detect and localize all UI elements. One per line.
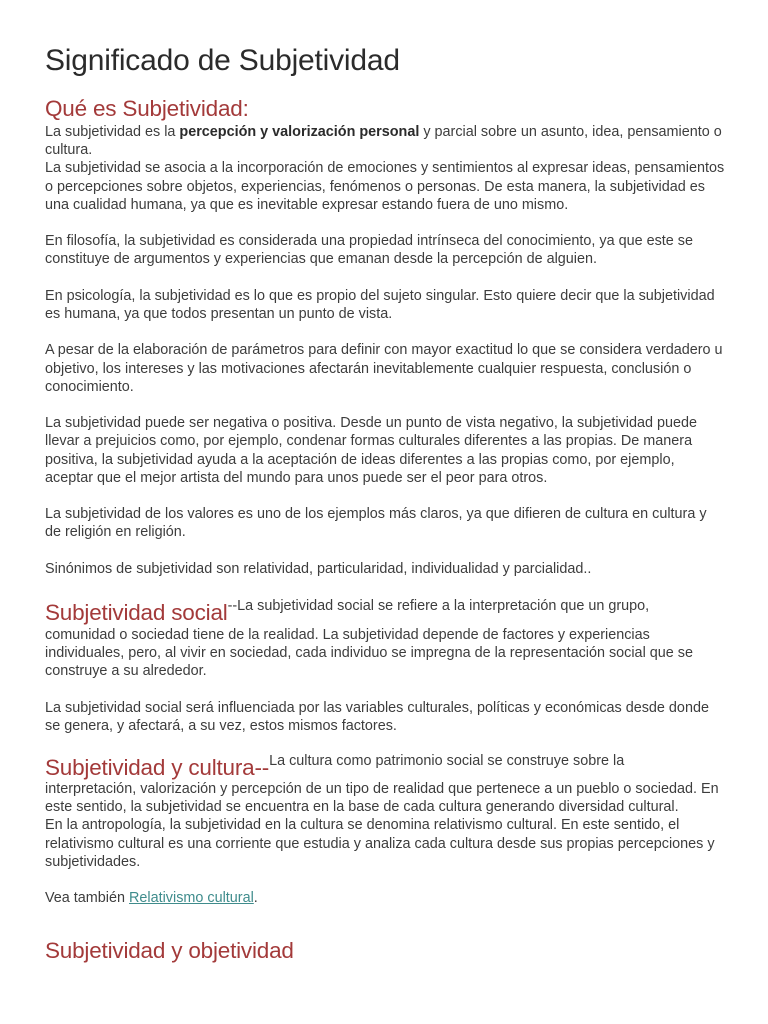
- section-heading: Subjetividad social: [45, 600, 228, 625]
- see-also: [45, 889, 725, 907]
- page-title: Significado de Subjetividad: [45, 44, 400, 77]
- see-also-prefix: Vea también: [45, 890, 130, 907]
- section-heading: Qué es Subjetividad:: [45, 96, 249, 121]
- paragraph-text: La cultura como patrimonio social se construye sobre la: [269, 753, 625, 769]
- paragraph: La subjetividad se asocia a la incorporación de emociones y sentimientos al expresar ideas, pensamientos o percepciones sobre objetos, experiencias, fenómenos o personas. De esta manera, la subjetividad es una cualidad humana, ya que es inevitable expresar estando fuera de uno mismo.: [45, 160, 725, 213]
- section-lead-line: [45, 597, 725, 626]
- paragraph-text: La subjetividad es la: [45, 124, 180, 140]
- section-lead-line: [45, 752, 725, 780]
- section-que-es-subjetividad: [45, 95, 725, 578]
- relativismo-cultural-link[interactable]: Relativismo cultural: [129, 890, 254, 907]
- paragraph: La subjetividad puede ser negativa o positiva. Desde un punto de vista negativo, la subjetividad puede llevar a prejuicios como, por ejemplo, condenar formas culturales diferentes a las propias. De manera positiva, la subjetividad ayuda a la aceptación de ideas diferentes a las propias como, por ejemplo, aceptar que el mejor artista del mundo para unos puede ser el peor para otros.: [45, 415, 698, 486]
- paragraph: comunidad o sociedad tiene de la realidad. La subjetividad depende de factores y experiencias individuales, pero, al vivir en sociedad, cada individuo se impregna de la representación social que se construye a su alrededor.: [45, 627, 693, 680]
- paragraph: La subjetividad de los valores es uno de los ejemplos más claros, ya que difieren de cultura en cultura y de religión en religión.: [45, 506, 707, 541]
- paragraph: La subjetividad social será influenciada por las variables culturales, políticas y económicas desde donde se genera, y afectará, a su vez, estos mismos factores.: [45, 699, 709, 734]
- bold-phrase: percepción y valorización personal: [179, 124, 420, 140]
- paragraph: A pesar de la elaboración de parámetros para definir con mayor exactitud lo que se considera verdadero u objetivo, los intereses y las motivaciones afectarán inevitablemente cualquier respuesta, conclusión o conocimiento.: [45, 342, 723, 395]
- paragraph-text: --La subjetividad social se refiere a la interpretación que un grupo,: [227, 598, 650, 614]
- paragraph: [45, 123, 725, 159]
- section-subjetividad-y-cultura: [45, 752, 725, 907]
- paragraph: En la antropología, la subjetividad en la cultura se denomina relativismo cultural. En este sentido, el relativismo cultural es una corriente que estudia y analiza cada cultura desde sus propias percepciones y subjetividades.: [45, 817, 715, 870]
- paragraph: Sinónimos de subjetividad son relatividad, particularidad, individualidad y parcialidad..: [45, 560, 592, 577]
- section-heading: Subjetividad y cultura--: [45, 755, 270, 780]
- paragraph: interpretación, valorización y percepción de un tipo de realidad que pertenece a un pueblo o sociedad. En este sentido, la subjetividad se encuentra en la base de cada cultura generando diversidad cultural.: [45, 781, 719, 816]
- paragraph: En psicología, la subjetividad es lo que es propio del sujeto singular. Esto quiere decir que la subjetividad es humana, ya que todos presentan un punto de vista.: [45, 287, 715, 322]
- section-subjetividad-social: [45, 597, 725, 735]
- see-also-suffix: .: [253, 890, 258, 907]
- paragraph: En filosofía, la subjetividad es considerada una propiedad intrínseca del conocimiento, ya que este se constituye de argumentos y experiencias que emanan desde la percepción de alguien.: [45, 233, 693, 268]
- section-heading: Subjetividad y objetividad: [45, 938, 294, 963]
- section-subjetividad-y-objetividad: [45, 938, 725, 963]
- paragraph-text: y parcial sobre un asunto, idea, pensamiento o cultura.: [45, 124, 722, 159]
